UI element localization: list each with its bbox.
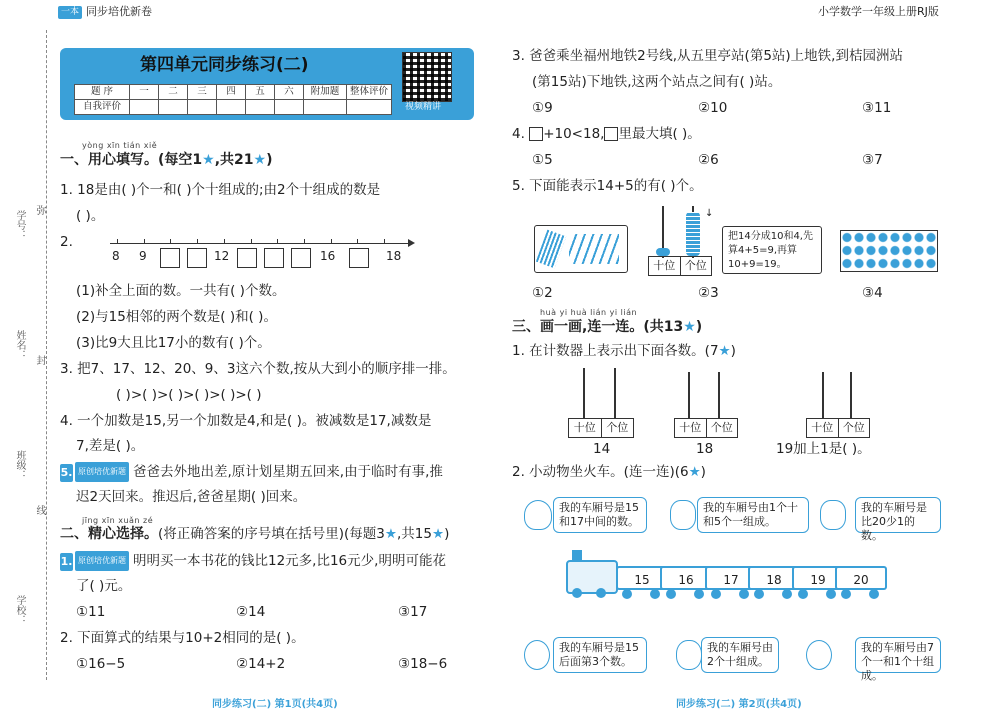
p2-text: 2. 小动物坐火车。(连一连)(6★) <box>512 464 706 480</box>
q2-part1: (1)补全上面的数。一共有( )个数。 <box>76 283 286 299</box>
hint-bubble: 我的车厢号是比20少1的数。 <box>855 497 941 533</box>
wheel-icon <box>650 589 660 599</box>
r3-line2: (第15站)下地铁,这两个站点之间有( )站。 <box>532 74 782 90</box>
r4-option[interactable]: ③7 <box>862 152 883 168</box>
counter-value: 18 <box>696 441 714 457</box>
number-line-tick <box>304 239 305 244</box>
q3-blanks: ( )>( )>( )>( )>( )>( ) <box>116 387 262 403</box>
train-car[interactable]: 16 <box>660 566 712 590</box>
number-line-tick <box>117 239 118 244</box>
q5-line2: 迟2天回来。推迟后,爸爸星期( )回来。 <box>76 489 307 505</box>
right-footer: 同步练习(二) 第2页(共4页) <box>676 699 802 710</box>
number-line-arrow <box>408 239 415 247</box>
table-head-cell: 题 序 <box>75 85 130 99</box>
cat-icon <box>670 500 696 530</box>
series-name: 同步培优新卷 <box>86 5 152 18</box>
wheel-icon <box>798 589 808 599</box>
blank-box[interactable] <box>264 248 284 268</box>
dog-icon <box>676 640 702 670</box>
abacus-bead <box>656 248 670 256</box>
r4-text: 4. +10<18, 里最大填( )。 <box>512 126 701 142</box>
table-head-cell: 附加题 <box>304 85 347 99</box>
monkey-icon <box>524 640 550 670</box>
section3-heading: 三、画一画,连一连。(共13★) <box>512 319 703 335</box>
table-head-cell: 四 <box>217 85 246 99</box>
name-label: 姓名： <box>14 330 25 360</box>
wheel-icon <box>711 589 721 599</box>
qr-caption: 视频精讲 <box>405 102 442 112</box>
tick-label: 12 <box>214 249 230 263</box>
hint-bubble: 我的车厢号由2个十组成。 <box>701 637 779 673</box>
number-line-tick <box>277 239 278 244</box>
number-line-tick <box>144 239 145 244</box>
number-line-tick <box>331 239 332 244</box>
id-label: 学号： <box>14 210 25 240</box>
train-chimney <box>572 550 582 562</box>
r5-option[interactable]: ②3 <box>698 285 719 301</box>
c2-text: 2. 下面算式的结果与10+2相同的是( )。 <box>60 630 305 646</box>
c2-option[interactable]: ②14+2 <box>236 656 286 672</box>
wheel-icon <box>622 589 632 599</box>
blank-square[interactable] <box>529 127 543 141</box>
table-head-cell: 五 <box>246 85 275 99</box>
table-head-cell: 三 <box>188 85 217 99</box>
tick-label: 18 <box>386 249 402 263</box>
blank-box[interactable] <box>187 248 207 268</box>
table-row-label: 自我评价 <box>75 100 130 114</box>
left-footer: 同步练习(二) 第1页(共4页) <box>212 699 338 710</box>
table-head-cell: 二 <box>159 85 188 99</box>
counter-base: 十位 个位 <box>568 418 634 438</box>
r3-option[interactable]: ①9 <box>532 100 553 116</box>
hint-bubble: 我的车厢号由7个一和1个十组成。 <box>855 637 941 673</box>
seal-xian: 线 <box>34 505 45 515</box>
sticks-picture <box>534 225 628 273</box>
number-line-tick <box>251 239 252 244</box>
class-label: 班级： <box>14 450 25 480</box>
q1-line2: ( )。 <box>76 208 105 224</box>
c2-option[interactable]: ③18−6 <box>398 656 448 672</box>
q4-line1: 4. 一个加数是15,另一个加数是4,和是( )。被减数是17,减数是 <box>60 413 432 429</box>
counter-rod <box>688 372 690 418</box>
number-line <box>110 243 410 244</box>
blank-box[interactable] <box>291 248 311 268</box>
r5-text: 5. 下面能表示14+5的有( )个。 <box>512 178 703 194</box>
number-line-tick <box>384 239 385 244</box>
c2-option[interactable]: ①16−5 <box>76 656 126 672</box>
section1-heading: 一、用心填写。(每空1★,共21★) <box>60 152 273 168</box>
wheel-icon <box>596 588 606 598</box>
down-arrow-icon: ↓ <box>705 208 714 219</box>
q4-line2: 7,差是( )。 <box>76 438 145 454</box>
abacus-beads <box>686 212 700 256</box>
r5-option[interactable]: ③4 <box>862 285 883 301</box>
r4-option[interactable]: ①5 <box>532 152 553 168</box>
q3-text: 3. 把7、17、12、20、9、3这六个数,按从大到小的顺序排一排。 <box>60 361 456 377</box>
r4-option[interactable]: ②6 <box>698 152 719 168</box>
counter-rod <box>822 372 824 418</box>
table-head-cell: 一 <box>130 85 159 99</box>
section1-pinyin: yòng xīn tián xiě <box>82 141 158 150</box>
c1-option[interactable]: ①11 <box>76 604 106 620</box>
seal-mi: 弥 <box>34 205 45 215</box>
q2-label: 2. <box>60 234 73 250</box>
number-line-tick <box>170 239 171 244</box>
wheel-icon <box>739 589 749 599</box>
train-car[interactable]: 20 <box>835 566 887 590</box>
lion-icon <box>806 640 832 670</box>
counter-rod <box>850 372 852 418</box>
seal-feng: 封 <box>34 355 45 365</box>
number-line-tick <box>357 239 358 244</box>
c1-line1: 1. 原创培优新题 明明买一本书花的钱比12元多,比16元少,明明可能花 <box>60 553 446 569</box>
counter-base: 十位 个位 <box>674 418 738 438</box>
blank-box[interactable] <box>237 248 257 268</box>
q5-line1: 5. 原创培优新题 爸爸去外地出差,原计划星期五回来,由于临时有事,推 <box>60 464 443 480</box>
score-table <box>74 84 392 115</box>
train-car[interactable]: 15 <box>616 566 668 590</box>
grade-label: 小学数学一年级上册RJ版 <box>818 5 939 18</box>
table-head-cell: 整体评价 <box>349 86 388 97</box>
c1-option[interactable]: ③17 <box>398 604 428 620</box>
train-car[interactable]: 19 <box>792 566 844 590</box>
wheel-icon <box>826 589 836 599</box>
q5-number: 5. <box>60 464 73 482</box>
tiger-icon <box>820 500 846 530</box>
hint-bubble: 我的车厢号是15和17中间的数。 <box>553 497 647 533</box>
counter-base: 十位 个位 <box>806 418 870 438</box>
wheel-icon <box>694 589 704 599</box>
train-car[interactable]: 18 <box>748 566 800 590</box>
counter-rod <box>718 372 720 418</box>
number-line-tick <box>197 239 198 244</box>
wheel-icon <box>572 588 582 598</box>
blank-box[interactable] <box>160 248 180 268</box>
wheel-icon <box>666 589 676 599</box>
blank-square[interactable] <box>604 127 618 141</box>
counter-value: 14 <box>593 441 611 457</box>
series-logo: 一本 <box>58 6 82 19</box>
wheel-icon <box>841 589 851 599</box>
page-title: 第四单元同步练习(二) <box>140 55 309 75</box>
abacus-base: 十位 个位 <box>648 256 712 276</box>
tick-label: 16 <box>320 249 336 263</box>
wheel-icon <box>782 589 792 599</box>
c1-option[interactable]: ②14 <box>236 604 266 620</box>
counter-rod <box>583 368 585 418</box>
hint-bubble: 我的车厢号由1个十和5个一组成。 <box>697 497 809 533</box>
blank-box[interactable] <box>349 248 369 268</box>
number-line-tick <box>224 239 225 244</box>
tick-label: 9 <box>139 249 147 263</box>
counter-value: 19加上1是( )。 <box>776 441 871 457</box>
q2-part2: (2)与15相邻的两个数是( )和( )。 <box>76 309 277 325</box>
q2-part3: (3)比9大且比17小的数有( )个。 <box>76 335 271 351</box>
rabbit-icon <box>524 500 552 530</box>
wheel-icon <box>869 589 879 599</box>
school-label: 学校： <box>14 595 25 625</box>
table-head-cell: 六 <box>275 85 304 99</box>
qr-code[interactable] <box>402 52 452 102</box>
section2-pinyin: jīng xīn xuǎn zé <box>82 516 154 525</box>
q1-line1: 1. 18是由( )个一和( )个十组成的;由2个十组成的数是 <box>60 182 381 198</box>
balls-picture <box>840 230 938 272</box>
section2-heading: 二、精心选择。(将正确答案的序号填在括号里)(每题3★,共15★) <box>60 526 450 542</box>
c1-line2: 了( )元。 <box>76 578 132 594</box>
q5-tag: 原创培优新题 <box>75 462 129 482</box>
r3-option[interactable]: ②10 <box>698 100 728 116</box>
hint-bubble: 我的车厢号是15后面第3个数。 <box>553 637 647 673</box>
wheel-icon <box>754 589 764 599</box>
train-car[interactable]: 17 <box>705 566 757 590</box>
section3-pinyin: huà yi huà lián yi lián <box>540 308 638 317</box>
p1-text: 1. 在计数器上表示出下面各数。(7★) <box>512 343 736 359</box>
r3-option[interactable]: ③11 <box>862 100 892 116</box>
method-card: 把14分成10和4,先算4+5=9,再算10+9=19。 <box>722 226 822 274</box>
c1-number: 1. <box>60 553 73 571</box>
r3-line1: 3. 爸爸乘坐福州地铁2号线,从五里亭站(第5站)上地铁,到桔园洲站 <box>512 48 903 64</box>
tick-label: 8 <box>112 249 120 263</box>
c1-tag: 原创培优新题 <box>75 551 129 571</box>
counter-rod <box>614 368 616 418</box>
r5-option[interactable]: ①2 <box>532 285 553 301</box>
